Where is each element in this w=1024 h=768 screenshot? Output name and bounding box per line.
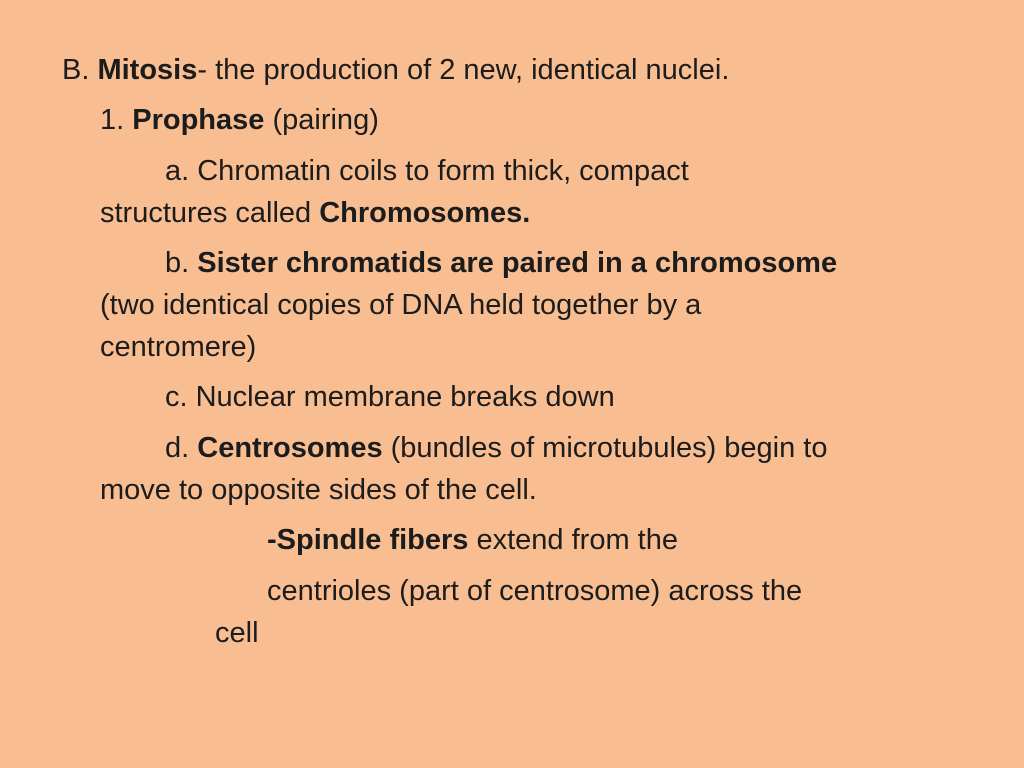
item-b-prefix: b. <box>165 247 198 279</box>
item-d-prefix: d. <box>165 432 198 464</box>
mitosis-heading <box>62 52 729 88</box>
item-d-line2: move to opposite sides of the cell. <box>100 474 537 506</box>
spindle-fibers-term: -Spindle fibers <box>267 524 469 556</box>
item-b-line2: (two identical copies of DNA held together by a <box>100 289 702 321</box>
mitosis-term: Mitosis <box>97 54 198 86</box>
mitosis-definition: - the production of 2 new, identical nuclei. <box>197 54 730 86</box>
item-a-text: structures called <box>100 197 320 229</box>
item-b-line3: centromere) <box>100 331 257 363</box>
item-d-line1 <box>165 430 828 466</box>
prophase-heading <box>100 102 379 138</box>
centrosomes-term: Centrosomes <box>197 432 383 464</box>
spindle-line2: centrioles (part of centrosome) across the <box>267 575 803 607</box>
heading-prefix: B. <box>62 54 98 86</box>
item-d-rest: (bundles of microtubules) begin to <box>382 432 828 464</box>
item-a-line1: a. Chromatin coils to form thick, compact <box>165 155 689 187</box>
item-b-line1 <box>165 245 837 281</box>
prophase-term: Prophase <box>132 104 265 136</box>
item-a-line2 <box>100 195 530 231</box>
spindle-line1 <box>267 522 678 558</box>
sister-chromatids-term: Sister chromatids are paired in a chromosome <box>197 247 838 279</box>
spindle-line3: cell <box>215 617 259 649</box>
item-c: c. Nuclear membrane breaks down <box>165 381 615 413</box>
prophase-note: (pairing) <box>264 104 379 136</box>
spindle-rest: extend from the <box>468 524 678 556</box>
prophase-prefix: 1. <box>100 104 133 136</box>
chromosomes-term: Chromosomes. <box>319 197 531 229</box>
